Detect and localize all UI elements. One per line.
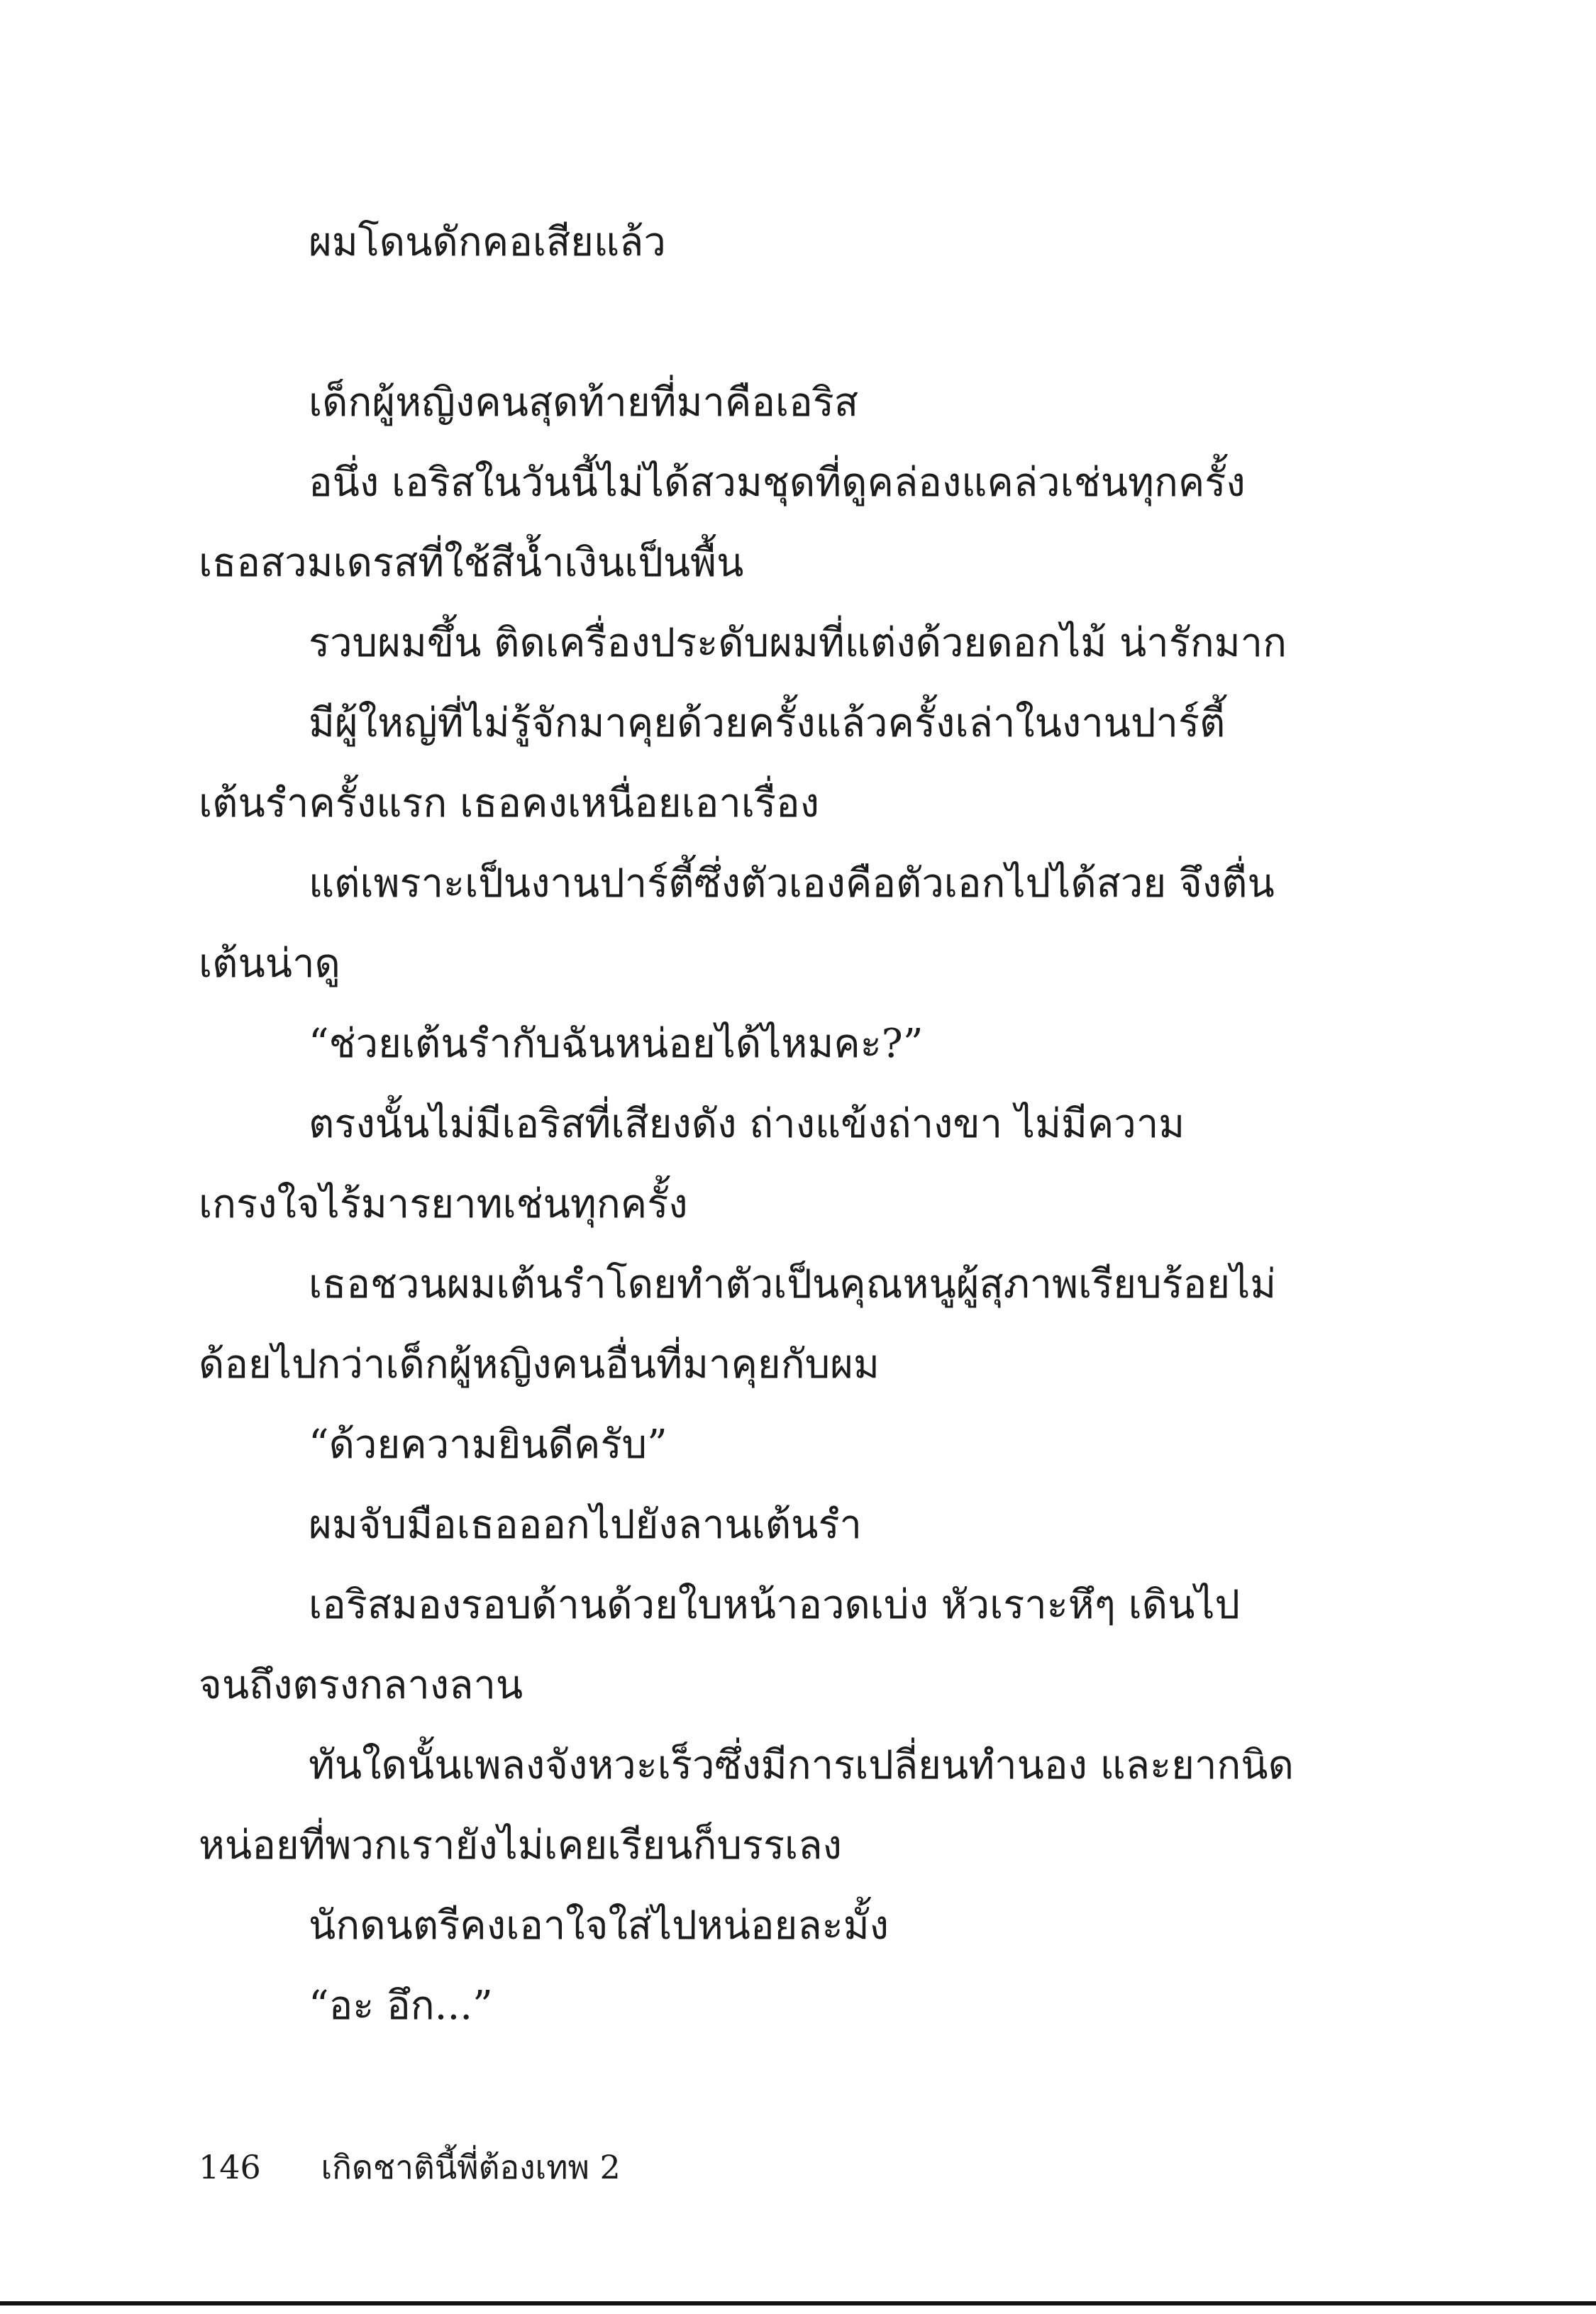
page-footer [199, 2142, 621, 2192]
bottom-border-line [0, 2301, 1596, 2305]
paragraph: “ด้วยความยินดีครับ” [309, 1422, 667, 1468]
paragraph: ผมโดนดักคอเสียแล้ว [309, 219, 666, 265]
paragraph: แต่เพราะเป็นงานปาร์ตี้ซึ่งตัวเองคือตัวเอกไปได้สวย จึงตื่นเต้นน่าดู [199, 860, 1275, 987]
paragraph: “อะ อึก...” [309, 1983, 493, 2029]
paragraph: เธอชวนผมเต้นรำโดยทำตัวเป็นคุณหนูผู้สุภาพเรียบร้อยไม่ด้อยไปกว่าเด็กผู้หญิงคนอื่นที่มาคุยกับผม [199, 1261, 1277, 1388]
paragraph: นักดนตรีคงเอาใจใส่ไปหน่อยละมั้ง [309, 1903, 889, 1949]
paragraph: ตรงนั้นไม่มีเอริสที่เสียงดัง ถ่างแข้งถ่างขา ไม่มีความเกรงใจไร้มารยาทเช่นทุกครั้ง [199, 1101, 1185, 1227]
body-text [199, 202, 1298, 2046]
book-title: เกิดชาตินี้พี่ต้องเทพ 2 [321, 2148, 621, 2186]
paragraph: เอริสมองรอบด้านด้วยใบหน้าอวดเบ่ง หัวเราะหึๆ เดินไปจนถึงตรงกลางลาน [199, 1582, 1241, 1708]
paragraph: ผมจับมือเธอออกไปยังลานเต้นรำ [309, 1502, 862, 1548]
paragraph: มีผู้ใหญ่ที่ไม่รู้จักมาคุยด้วยครั้งแล้วครั้งเล่าในงานปาร์ตี้เต้นรำครั้งแรก เธอคงเหนื่อยเอาเรื่อง [199, 700, 1226, 826]
paragraph: รวบผมขึ้น ติดเครื่องประดับผมที่แต่งด้วยดอกไม้ น่ารักมาก [309, 620, 1287, 666]
paragraph: ทันใดนั้นเพลงจังหวะเร็วซึ่งมีการเปลี่ยนทำนอง และยากนิดหน่อยที่พวกเรายังไม่เคยเรียนก็บรรเลง [199, 1742, 1294, 1869]
paragraph: อนึ่ง เอริสในวันนี้ไม่ได้สวมชุดที่ดูคล่องแคล่วเช่นทุกครั้ง เธอสวมเดรสที่ใช้สีน้ำเงินเป็นพื้น [199, 460, 1246, 586]
page-number: 146 [199, 2148, 261, 2186]
paragraph-spacer [199, 282, 1298, 362]
paragraph: “ช่วยเต้นรำกับฉันหน่อยได้ไหมคะ?” [309, 1021, 924, 1067]
paragraph: เด็กผู้หญิงคนสุดท้ายที่มาคือเอริส [309, 380, 859, 426]
